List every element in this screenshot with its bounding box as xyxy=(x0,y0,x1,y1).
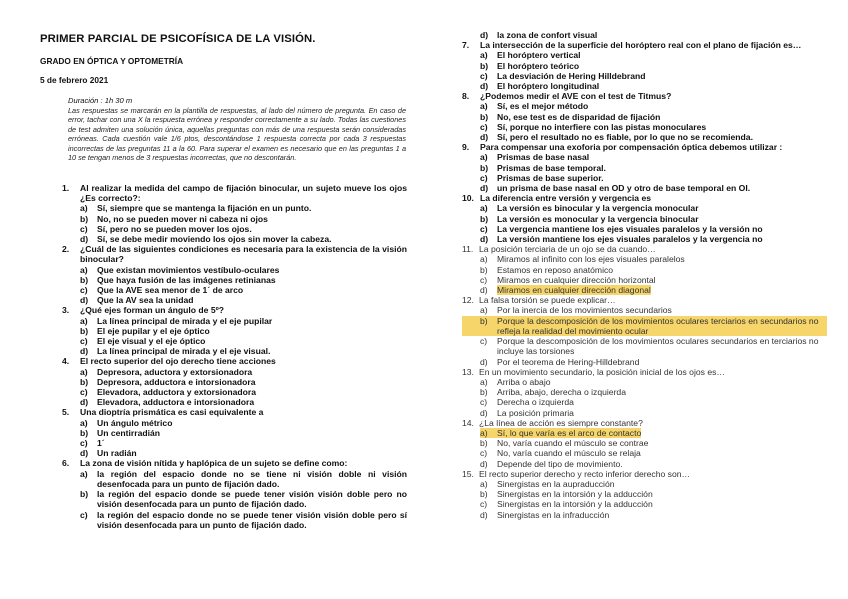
question-number: 3. xyxy=(62,305,70,316)
option-letter: b) xyxy=(480,315,488,326)
option-letter: a) xyxy=(480,152,488,163)
option-letter: a) xyxy=(80,417,88,428)
option-letter: d) xyxy=(480,132,489,143)
option-text: Prismas de base nasal xyxy=(497,152,590,163)
option-text: El horóptero teórico xyxy=(497,60,580,71)
option-text: la zona de confort visual xyxy=(497,30,598,40)
highlighted-answer: Sí, lo que varía es el arco de contacto xyxy=(497,427,642,438)
option-letter: d) xyxy=(480,81,489,92)
option-text: Por el teorema de Hering-Hilldebrand xyxy=(497,356,640,367)
question-number: 12. xyxy=(462,295,474,306)
option-letter: d) xyxy=(480,285,488,296)
question-number: 10. xyxy=(462,193,474,204)
question-text: ¿Qué ejes forman un ángulo de 5º? xyxy=(80,305,224,316)
option-text: La línea principal de mirada y el eje pupilar xyxy=(97,315,273,326)
question-text: En un movimiento secundario, la posición inicial de los ojos es… xyxy=(479,366,726,377)
option-letter: c) xyxy=(480,336,488,347)
option-letter: a) xyxy=(480,478,488,489)
option-text: Que haya fusión de las imágenes retinianas xyxy=(97,274,276,285)
exam-duration: Duración : 1h 30 m xyxy=(68,96,133,105)
question-number: 9. xyxy=(462,142,470,153)
option-letter: c) xyxy=(480,448,488,459)
option-text: Depresora, adductora e intorsionadora xyxy=(97,376,256,387)
question-10 xyxy=(462,193,827,244)
option-text: Sinergistas en la aupraducción xyxy=(497,478,615,489)
option-text: Arriba, abajo, derecha o izquierda xyxy=(497,387,626,398)
question-text: ¿Podemos medir el AVE con el test de Titmus? xyxy=(480,91,672,102)
question-text: El recto superior derecho y recto inferior derecho son… xyxy=(479,468,691,479)
option-letter: a) xyxy=(480,203,488,214)
question-number: 7. xyxy=(462,40,470,51)
option-text: Sinergistas en la intorsión y la adducción xyxy=(497,499,653,510)
option-text: Sinergistas en la infraducción xyxy=(497,509,610,520)
option-letter: b) xyxy=(80,274,89,285)
option-letter: b) xyxy=(80,427,89,438)
option-letter: a) xyxy=(80,468,88,479)
question-15 xyxy=(462,469,827,520)
option-text: El horóptero longitudinal xyxy=(497,81,600,92)
option-text: Un radián xyxy=(97,448,137,459)
exam-subtitle: GRADO EN ÓPTICA Y OPTOMETRÍA xyxy=(40,56,184,66)
option-letter: d) xyxy=(80,448,89,459)
question-1 xyxy=(62,183,407,244)
question-text: Para compensar una exoforia por compensación óptica debemos utilizar : xyxy=(480,142,783,153)
question-text: La posición terciaria de un ojo se da cuando… xyxy=(479,244,656,255)
exam-date: 5 de febrero 2021 xyxy=(40,75,109,85)
question-text: La falsa torsión se puede explicar… xyxy=(479,295,616,306)
highlighted-answer: Miramos en cualquier dirección diagonal xyxy=(497,285,651,296)
option-letter: b) xyxy=(480,387,488,398)
option-letter: b) xyxy=(480,489,488,500)
option-text: Un centirradián xyxy=(97,427,161,438)
option-letter: d) xyxy=(480,234,489,245)
option-letter: c) xyxy=(480,172,488,183)
option-letter: a) xyxy=(480,428,497,438)
option-text: Estamos en reposo anatómico xyxy=(497,264,614,275)
option-letter: b) xyxy=(80,325,89,336)
option-text: 1´ xyxy=(97,438,105,449)
question-9 xyxy=(462,142,827,193)
option-text: La versión es binocular y la vergencia monocular xyxy=(497,203,699,214)
option-text: Sí, se debe medir moviendo los ojos sin mover la cabeza. xyxy=(97,234,332,245)
question-11 xyxy=(462,244,827,295)
option-letter: b) xyxy=(480,213,489,224)
question-12 xyxy=(462,295,827,366)
highlighted-answer: Porque la descomposición de los movimientos oculares terciarios en secundarios no refleja la realidad del movimiento ocular xyxy=(497,315,819,336)
question-2 xyxy=(62,244,407,305)
question-number: 8. xyxy=(462,91,470,102)
option-text: Prismas de base superior. xyxy=(497,172,604,183)
question-number: 5. xyxy=(62,407,70,418)
option-text: Que existan movimientos vestíbulo-oculares xyxy=(97,264,280,275)
option-letter: d) xyxy=(480,458,488,469)
option-letter: c) xyxy=(480,274,488,285)
option-letter: a) xyxy=(480,254,488,265)
question-text: La zona de visión nítida y haplópica de un sujeto se define como: xyxy=(80,458,348,469)
option-letter: d) xyxy=(480,509,488,520)
option-text: La línea principal de mirada y el eje visual. xyxy=(97,346,271,357)
option-letter: c) xyxy=(480,499,488,510)
question-4 xyxy=(62,356,407,407)
question-text: ¿Cuál de las siguientes condiciones es necesaria para la existencia de la visión binocular? xyxy=(80,244,407,265)
option-text: Que la AVE sea menor de 1´ de arco xyxy=(97,285,244,296)
option-text: Sí, porque no interfiere con las pistas monoculares xyxy=(497,121,707,132)
option-text: Miramos en cualquier dirección horizontal xyxy=(497,274,656,285)
question-number: 1. xyxy=(62,183,70,193)
option-letter: b) xyxy=(80,489,89,500)
option-text: un prisma de base nasal en OD y otro de base temporal en OI. xyxy=(497,183,751,194)
question-number: 4. xyxy=(62,356,70,367)
option-letter: c) xyxy=(80,285,88,296)
question-number: 2. xyxy=(62,244,70,255)
question-text: ¿La línea de acción es siempre constante? xyxy=(479,417,643,428)
option-letter: a) xyxy=(480,101,488,112)
option-text: Sí, siempre que se mantenga la fijación en un punto. xyxy=(97,203,312,214)
question-3 xyxy=(62,305,407,356)
option-letter: b) xyxy=(480,111,489,122)
option-letter: d) xyxy=(480,30,489,40)
option-text: Un ángulo métrico xyxy=(97,417,173,428)
question-number: 13. xyxy=(462,366,474,377)
option-text: la región del espacio donde no se tiene ni visión doble ni visión desenfocada para un punto de fijación dado. xyxy=(97,468,407,489)
option-letter: c) xyxy=(80,336,88,347)
option-letter: c) xyxy=(80,223,88,234)
question-number: 15. xyxy=(462,468,474,479)
left-column xyxy=(62,183,407,530)
option-text: Sí, pero el resultado no es fiable, por lo que no se recomienda. xyxy=(497,132,753,143)
question-7 xyxy=(462,40,827,91)
option-text: No, varía cuando el músculo se contrae xyxy=(497,438,649,449)
option-text: Prismas de base temporal. xyxy=(497,162,606,173)
exam-title: PRIMER PARCIAL DE PSICOFÍSICA DE LA VISIÓN. xyxy=(40,33,316,45)
option-text: La versión mantiene los ejes visuales paralelos y la vergencia no xyxy=(497,234,763,245)
option-text: No, no se pueden mover ni cabeza ni ojos xyxy=(97,213,268,224)
option-text: Por la inercia de los movimientos secundarios xyxy=(497,305,672,316)
option-letter: b) xyxy=(80,376,89,387)
option-letter: a) xyxy=(480,50,488,61)
option-letter: a) xyxy=(80,203,88,214)
option-letter: c) xyxy=(480,70,488,81)
option-text: Derecha o izquierda xyxy=(497,397,574,408)
question-6 xyxy=(62,458,407,529)
option-text: Depende del tipo de movimiento. xyxy=(497,458,623,469)
option-letter: a) xyxy=(480,376,488,387)
option-letter: d) xyxy=(80,295,89,306)
question-text: El recto superior del ojo derecho tiene acciones xyxy=(80,356,276,367)
question-8 xyxy=(462,91,827,142)
question-5 xyxy=(62,407,407,458)
option-text: El horóptero vertical xyxy=(497,50,581,61)
question-13 xyxy=(462,367,827,418)
question-number: 6. xyxy=(62,458,70,469)
question-number: 11. xyxy=(462,244,474,255)
option-letter: b) xyxy=(480,162,489,173)
option-letter: c) xyxy=(80,438,88,449)
option-text: Elevadora, adductora e intorsionadora xyxy=(97,397,255,408)
option-text: Que la AV sea la unidad xyxy=(97,295,194,306)
exam-instructions: Las respuestas se marcarán en la plantilla de respuestas, al lado del número de pregunta. En caso de error, tachar con una X la respuesta errónea y responder correctamente a su lado. Todas las cuestiones de test admiten una solución única, aquellas preguntas con más de una respuesta serán consideradas erróneas. Cada cuestión vale 1/6 ptos, descontándose 1 respuesta correcta por cada 3 respuestas incorrectas de las preguntas 11 a la 60. Para superar el examen es necesario que en las preguntas 1 a 10 se tengan menos de 3 respuestas incorrectas, que no descontarán. xyxy=(68,106,406,163)
option-text: Sinergistas en la intorsión y la adducción xyxy=(497,489,653,500)
option-letter: b) xyxy=(480,264,488,275)
option-text: Miramos al infinito con los ejes visuales paralelos xyxy=(497,254,685,265)
question-text: Al realizar la medida del campo de fijación binocular, un sujeto mueve los ojos ¿Es correcto?: xyxy=(80,183,407,204)
option-text: Elevadora, adductora y extorsionadora xyxy=(97,387,257,398)
option-letter: d) xyxy=(80,346,89,357)
option-letter: b) xyxy=(80,213,89,224)
option-letter: d) xyxy=(480,407,488,418)
option-text: La versión es monocular y la vergencia binocular xyxy=(497,213,699,224)
option-text: No, varía cuando el músculo se relaja xyxy=(497,448,641,459)
option-letter: a) xyxy=(480,305,488,316)
option-letter: b) xyxy=(480,60,489,71)
option-text: Arriba o abajo xyxy=(497,376,551,387)
question-14 xyxy=(462,418,827,469)
option-letter: c) xyxy=(480,223,488,234)
option-letter: c) xyxy=(80,387,88,398)
option-letter: c) xyxy=(80,509,88,520)
option-letter: a) xyxy=(80,315,88,326)
right-column xyxy=(462,30,827,520)
question-text: La diferencia entre versión y vergencia es xyxy=(480,193,652,204)
option-text: Sí, pero no se pueden mover los ojos. xyxy=(97,223,252,234)
option-text: la región del espacio donde no se puede tener visión visión doble pero sí visión desenfocada para un punto de fijación dado. xyxy=(97,509,407,530)
option-letter: d) xyxy=(480,356,488,367)
option-letter: c) xyxy=(480,397,488,408)
option-letter: d) xyxy=(80,234,89,245)
option-letter: a) xyxy=(80,264,88,275)
option-text: El eje pupilar y el eje óptico xyxy=(97,325,210,336)
option-letter: c) xyxy=(480,121,488,132)
question-text: Una dioptría prismática es casi equivalente a xyxy=(80,407,264,418)
option-text: La vergencia mantiene los ejes visuales paralelos y la versión no xyxy=(497,223,763,234)
option-text: No, ese test es de disparidad de fijación xyxy=(497,111,661,122)
option-letter: a) xyxy=(80,366,88,377)
question-number: 14. xyxy=(462,417,474,428)
option-text: Sí, es el mejor método xyxy=(497,101,589,112)
option-text: El eje visual y el eje óptico xyxy=(97,336,206,347)
option-letter: b) xyxy=(480,438,488,449)
option-text: la región del espacio donde se puede tener visión visión doble pero no visión desenfocada para un punto de fijación dado. xyxy=(97,489,407,510)
question-text: La intersección de la superficie del horóptero real con el plano de fijación es… xyxy=(480,40,802,51)
option-text: La desviación de Hering Hilldebrand xyxy=(497,70,646,81)
option-text: Depresora, aductora y extorsionadora xyxy=(97,366,253,377)
question-6-option-d xyxy=(462,30,827,40)
option-letter: d) xyxy=(480,183,489,194)
option-letter: d) xyxy=(80,397,89,408)
option-text: Porque la descomposición de los movimientos oculares secundarios en terciarios no incluye las torsiones xyxy=(497,336,819,357)
option-text: La posición primaria xyxy=(497,407,574,418)
